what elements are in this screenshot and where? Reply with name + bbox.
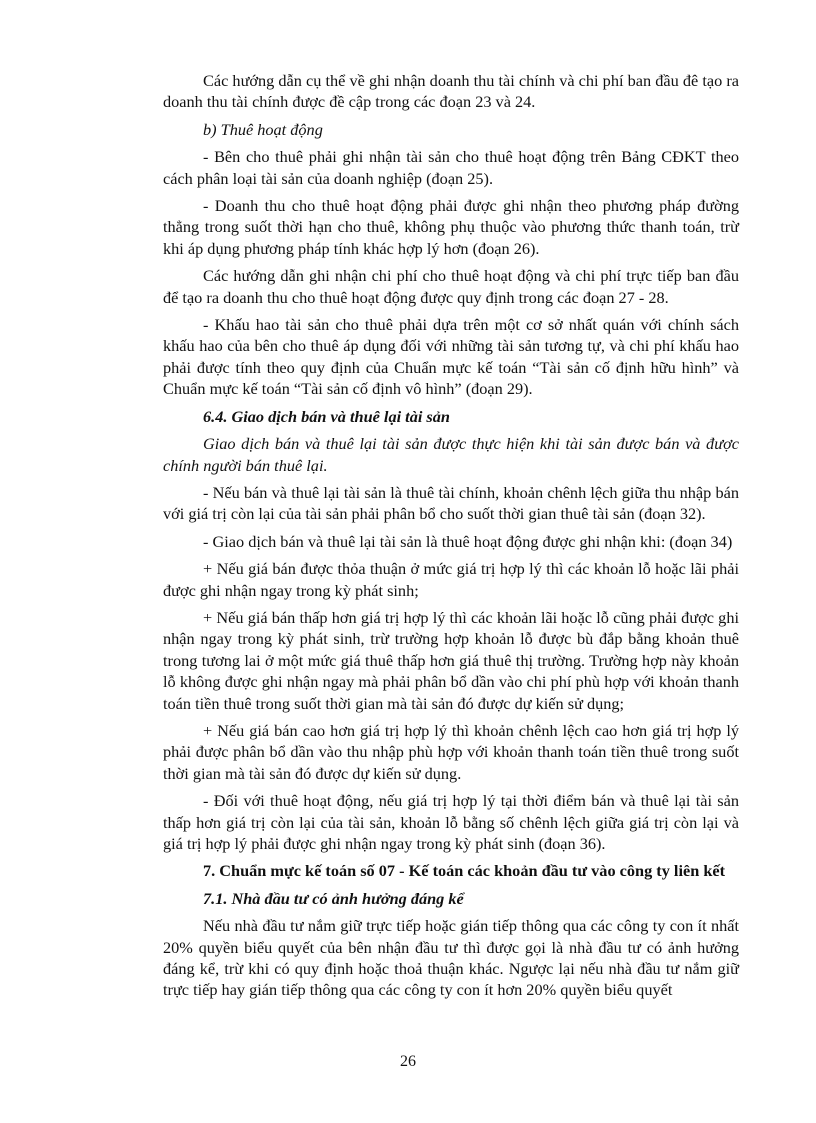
section-heading-7: 7. Chuẩn mực kế toán số 07 - Kế toán các khoản đầu tư vào công ty liên kết (203, 861, 726, 881)
paragraph-fair-value-price: + Nếu giá bán được thỏa thuận ở mức giá trị hợp lý thì các khoản lỗ hoặc lãi phải được ghi nhận ngay trong kỳ phát sinh; (163, 559, 739, 600)
section-heading-7-1: 7.1. Nhà đầu tư có ảnh hưởng đáng kể (203, 888, 464, 908)
subheading-operating-lease: b) Thuê hoạt động (203, 119, 323, 139)
paragraph-fair-value-loss: - Đối với thuê hoạt động, nếu giá trị hợp lý tại thời điểm bán và thuê lại tài sản thấp hơn giá trị còn lại của tài sản, khoản lỗ bằng số chênh lệch giữa giá trị còn lại và giá trị hợp lý phải được ghi nhận ngay trong kỳ phát sinh (đoạn 36). (163, 791, 739, 853)
paragraph-below-fair-value: + Nếu giá bán thấp hơn giá trị hợp lý thì các khoản lãi hoặc lỗ cũng phải được ghi nhận ngay trong kỳ phát sinh, trừ trường hợp khoản lỗ được bù đắp bằng khoản thuê trong tương lai ở một mức giá thuê thấp hơn giá thuê thị trường. Trường hợp này khoản lỗ không được ghi nhận ngay mà phải phân bổ dần vào chi phí phù hợp với khoản thanh toán tiền thuê trong suốt thời gian mà tài sản đó được dự kiến sử dụng; (163, 607, 739, 713)
section-heading-6-4: 6.4. Giao dịch bán và thuê lại tài sản (203, 406, 450, 426)
paragraph-operating-lease-revenue: - Doanh thu cho thuê hoạt động phải được ghi nhận theo phương pháp đường thẳng trong suốt thời hạn cho thuê, không phụ thuộc vào phương thức thanh toán, trừ khi áp dụng phương pháp tính khác hợp lý hơn (đoạn 26). (163, 196, 739, 258)
paragraph-sale-leaseback-definition: Giao dịch bán và thuê lại tài sản được thực hiện khi tài sản được bán và được chính người bán thuê lại. (163, 434, 739, 475)
page-number: 26 (400, 1053, 416, 1070)
paragraph-depreciation: - Khấu hao tài sản cho thuê phải dựa trên một cơ sở nhất quán với chính sách khấu hao của bên cho thuê áp dụng đối với những tài sản tương tự, và chi phí khấu hao phải được tính theo quy định của Chuẩn mực kế toán “Tài sản cố định hữu hình” và Chuẩn mực kế toán “Tài sản cố định vô hình” (đoạn 29). (163, 315, 739, 399)
paragraph-financial-revenue-guidance: Các hướng dẫn cụ thể về ghi nhận doanh thu tài chính và chi phí ban đầu đê tạo ra doanh thu tài chính được đề cập trong các đoạn 23 và 24. (163, 71, 739, 112)
paragraph-finance-leaseback: - Nếu bán và thuê lại tài sản là thuê tài chính, khoản chênh lệch giữa thu nhập bán với giá trị còn lại của tài sản phải phân bổ cho suốt thời gian thuê tài sản (đoạn 32). (163, 482, 739, 524)
paragraph-operating-leaseback: - Giao dịch bán và thuê lại tài sản là thuê hoạt động được ghi nhận khi: (đoạn 34) (203, 531, 733, 551)
page-content (163, 70, 739, 1007)
paragraph-significant-influence: Nếu nhà đầu tư nắm giữ trực tiếp hoặc gián tiếp thông qua các công ty con ít nhất 20% quyền biểu quyết của bên nhận đầu tư thì được gọi là nhà đầu tư có ảnh hưởng đáng kể, trừ khi có quy định hoặc thoả thuận khác. Ngược lại nếu nhà đầu tư nắm giữ trực tiếp hay gián tiếp thông qua các công ty con ít hơn 20% quyền biểu quyết (163, 916, 739, 1000)
paragraph-operating-lease-costs: Các hướng dẫn ghi nhận chi phí cho thuê hoạt động và chi phí trực tiếp ban đầu để tạo ra doanh thu cho thuê hoạt động được quy định trong các đoạn 27 - 28. (163, 266, 739, 307)
paragraph-above-fair-value: + Nếu giá bán cao hơn giá trị hợp lý thì khoản chênh lệch cao hơn giá trị hợp lý phải được phân bổ dần vào thu nhập phù hợp với khoản thanh toán tiền thuê trong suốt thời gian mà tài sản đó được dự kiến sử dụng. (163, 720, 739, 783)
paragraph-lessor-asset-recognition: - Bên cho thuê phải ghi nhận tài sản cho thuê hoạt động trên Bảng CĐKT theo cách phân loại tài sản của doanh nghiệp (đoạn 25). (163, 147, 739, 188)
